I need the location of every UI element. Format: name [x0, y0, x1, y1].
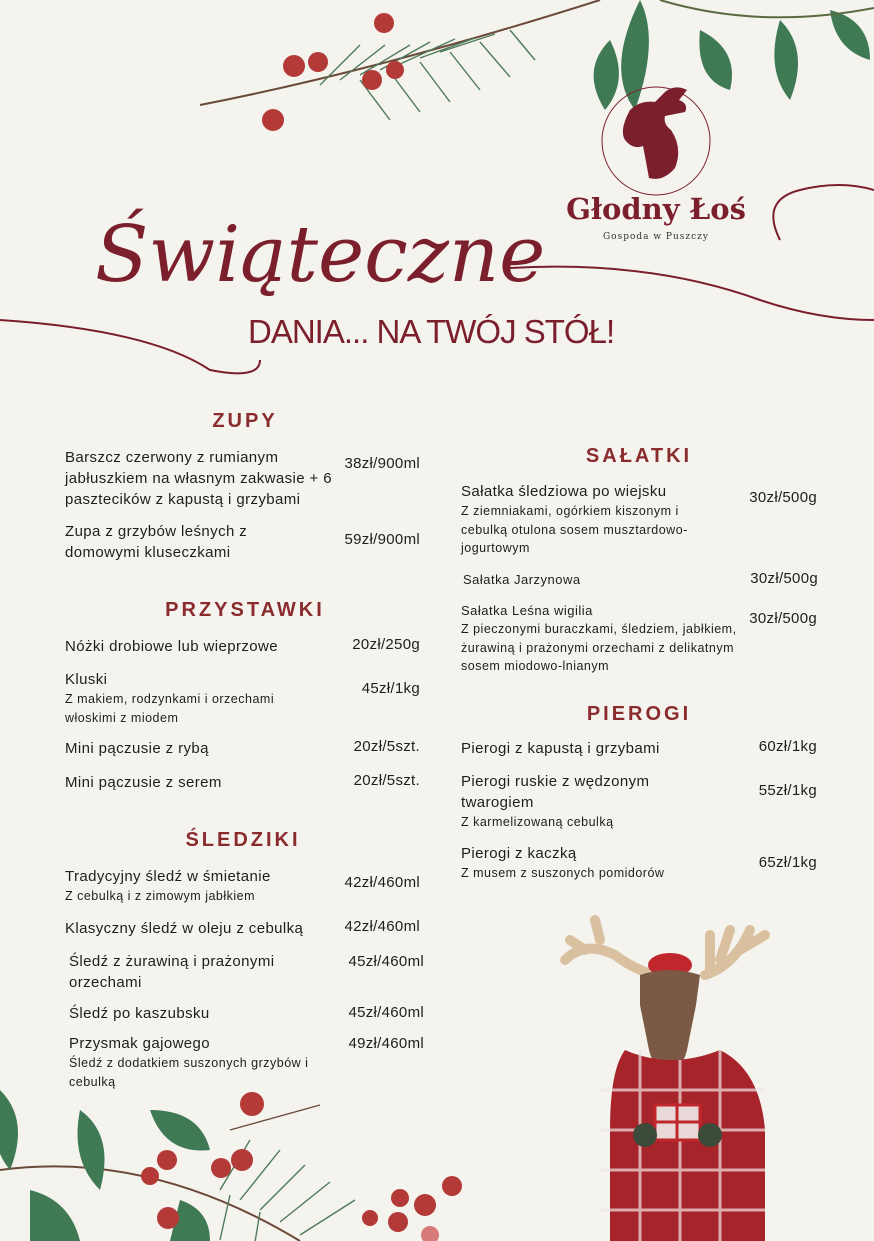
item-price: 20zł/5szt.	[353, 772, 420, 789]
menu-item: Pierogi z kaczką Z musem z suszonych pomidorów	[461, 845, 665, 880]
menu-item: Kluski Z makiem, rodzynkami i orzechami włoskimi z miodem	[65, 671, 275, 725]
moose-illustration	[565, 920, 765, 1241]
item-price: 42zł/460ml	[344, 874, 420, 891]
item-price: 49zł/460ml	[348, 1035, 424, 1052]
section-title-przystawki: PRZYSTAWKI	[165, 599, 325, 621]
menu-item: Mini pączusie z serem	[65, 774, 222, 791]
pine-branch-top-icon	[200, 0, 600, 120]
section-title-pierogi: PIEROGI	[586, 703, 692, 725]
menu-item: Mini pączusie z rybą	[65, 740, 209, 757]
holly-leaves-top-icon	[594, 0, 870, 110]
menu-item: Pierogi z kapustą i grzybami	[461, 740, 660, 757]
section-title-sledziki: ŚLEDZIKI	[185, 829, 301, 851]
menu-item: Tradycyjny śledź w śmietanie Z cebulką i z zimowym jabłkiem	[65, 868, 271, 903]
title-script: Świąteczne	[95, 210, 546, 300]
menu-item: Śledź po kaszubsku	[69, 1005, 210, 1022]
item-price: 30zł/500g	[749, 489, 817, 506]
item-price: 38zł/900ml	[344, 455, 420, 472]
item-price: 60zł/1kg	[758, 738, 817, 755]
item-price: 20zł/250g	[352, 636, 420, 653]
item-price: 45zł/460ml	[348, 953, 424, 970]
brand-name: Głodny Łoś	[566, 192, 746, 226]
menu-item: Pierogi ruskie z wędzonym twarogiem Z karmelizowaną cebulką	[461, 773, 650, 829]
menu-item: Barszcz czerwony z rumianym jabłuszkiem na własnym zakwasie + 6 pasztecików z kapustą i grzybami	[65, 449, 333, 508]
title-subtitle: DANIA... NA TWÓJ STÓŁ!	[248, 313, 615, 350]
item-price: 59zł/900ml	[344, 531, 420, 548]
item-price: 65zł/1kg	[758, 854, 817, 871]
item-price: 55zł/1kg	[758, 782, 817, 799]
item-price: 45zł/460ml	[348, 1004, 424, 1021]
menu-item: Śledź z żurawiną i prażonymi orzechami	[69, 953, 275, 991]
item-price: 20zł/5szt.	[353, 738, 420, 755]
menu-item: Sałatka śledziowa po wiejsku Z ziemniakami, ogórkiem kiszonym i cebulką otulona sosem musztardowo-jogurtowym	[461, 483, 688, 555]
item-price: 30zł/500g	[749, 610, 817, 627]
item-price: 45zł/1kg	[361, 680, 420, 697]
menu-item: Sałatka Leśna wigilia Z pieczonymi buraczkami, śledziem, jabłkiem, żurawiną i prażonymi orzechami z delikatnym sosem miodowo-lnianym	[461, 603, 737, 673]
item-price: 30zł/500g	[750, 570, 818, 587]
section-title-zupy: ZUPY	[212, 410, 278, 432]
menu-item: Klasyczny śledź w oleju z cebulką	[65, 920, 304, 937]
menu-item: Przysmak gajowego Śledź z dodatkiem suszonych grzybów i cebulką	[69, 1035, 309, 1089]
menu-item: Sałatka Jarzynowa	[463, 572, 581, 587]
menu-item: Nóżki drobiowe lub wieprzowe	[65, 638, 278, 655]
item-price: 42zł/460ml	[344, 918, 420, 935]
section-title-salatki: SAŁATKI	[585, 445, 693, 467]
menu-item: Zupa z grzybów leśnych z domowymi kluseczkami	[65, 523, 248, 561]
brand-tagline: Gospoda w Puszczy	[602, 232, 710, 242]
